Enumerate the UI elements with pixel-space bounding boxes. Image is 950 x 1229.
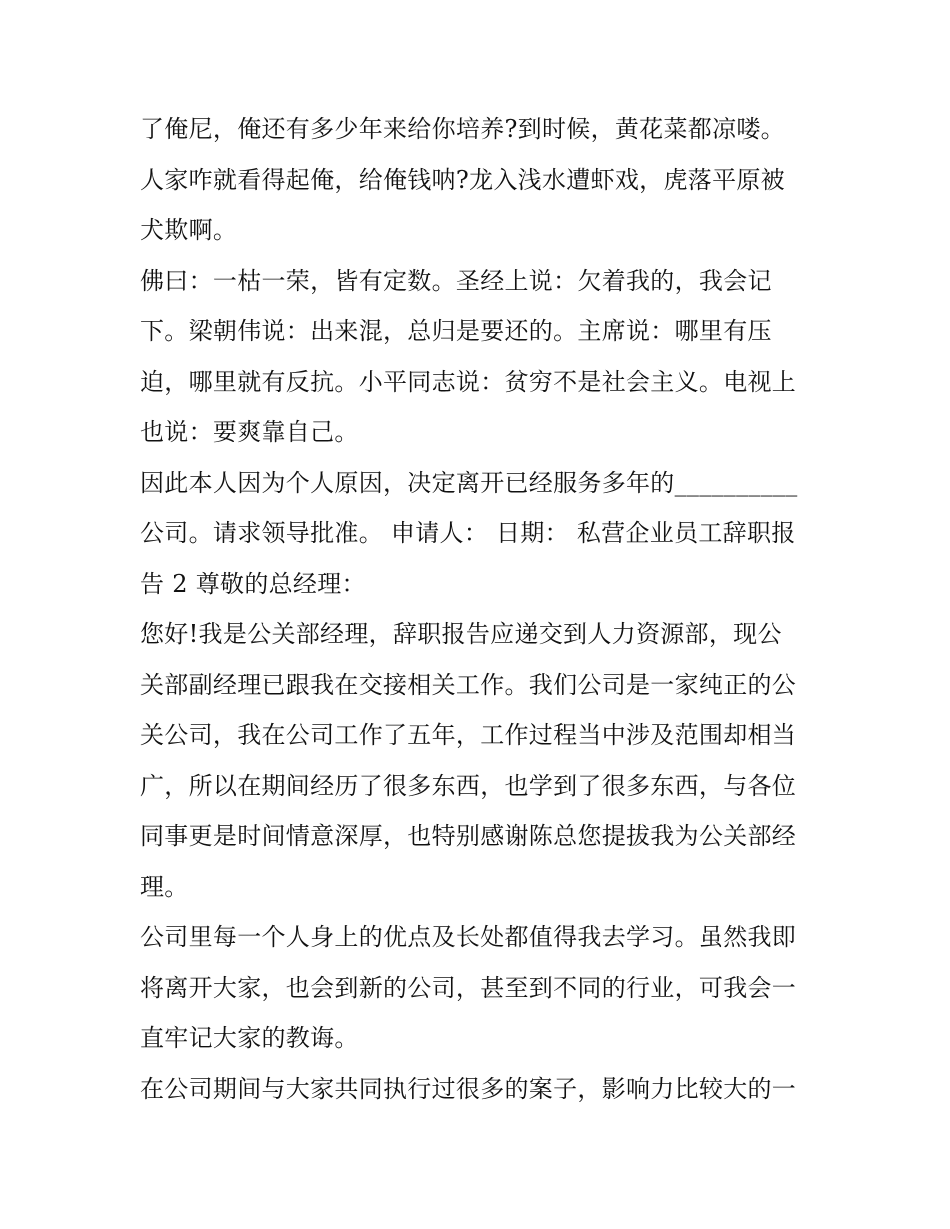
text-line: 关公司，我在公司工作了五年，工作过程当中涉及范围却相当 [140, 721, 797, 749]
text-line: 犬欺啊。 [140, 216, 238, 244]
text-line: 理。 [140, 872, 189, 901]
text-line: 在公司期间与大家共同执行过很多的案子，影响力比较大的一 [140, 1074, 797, 1103]
document-body [140, 104, 820, 1114]
text-line: 迫，哪里就有反抗。小平同志说：贫穷不是社会主义。电视上 [140, 367, 797, 396]
paragraph-6 [140, 1064, 820, 1115]
text-line: 广，所以在期间经历了很多东西，也学到了很多东西，与各位 [140, 771, 797, 800]
text-line: 了俺尼，俺还有多少年来给你培养?到时候，黄花菜都凉喽。 [140, 115, 785, 143]
text-line: 人家咋就看得起俺，给俺钱呐?龙入浅水遭虾戏，虎落平原被 [140, 165, 785, 194]
text-line: 下。梁朝伟说：出来混，总归是要还的。主席说：哪里有压 [140, 317, 772, 345]
text-line: 同事更是时间情意深厚，也特别感谢陈总您提拔我为公关部经 [140, 822, 797, 850]
text-line: 直牢记大家的教诲。 [140, 1024, 359, 1052]
text-line: 关部副经理已跟我在交接相关工作。我们公司是一家纯正的公 [140, 670, 797, 699]
text-line: 公司里每一个人身上的优点及长处都值得我去学习。虽然我即 [140, 923, 797, 951]
text-line: 公司。请求领导批准。 申请人： 日期： 私营企业员工辞职报 [140, 519, 796, 547]
text-line: 您好!我是公关部经理，辞职报告应递交到人力资源部，现公 [140, 620, 782, 648]
paragraph-3 [140, 458, 820, 610]
paragraph-1 [140, 104, 820, 256]
text-line: 因此本人因为个人原因，决定离开已经服务多年的__________ [140, 468, 798, 497]
text-line: 告 2 尊敬的总经理： [140, 569, 366, 598]
paragraph-4 [140, 609, 820, 912]
text-line: 也说：要爽靠自己。 [140, 418, 359, 446]
text-line: 将离开大家，也会到新的公司，甚至到不同的行业，可我会一 [140, 973, 797, 1002]
text-line: 佛曰：一枯一荣，皆有定数。圣经上说：欠着我的，我会记 [140, 266, 772, 295]
paragraph-2 [140, 256, 820, 458]
paragraph-5 [140, 912, 820, 1064]
